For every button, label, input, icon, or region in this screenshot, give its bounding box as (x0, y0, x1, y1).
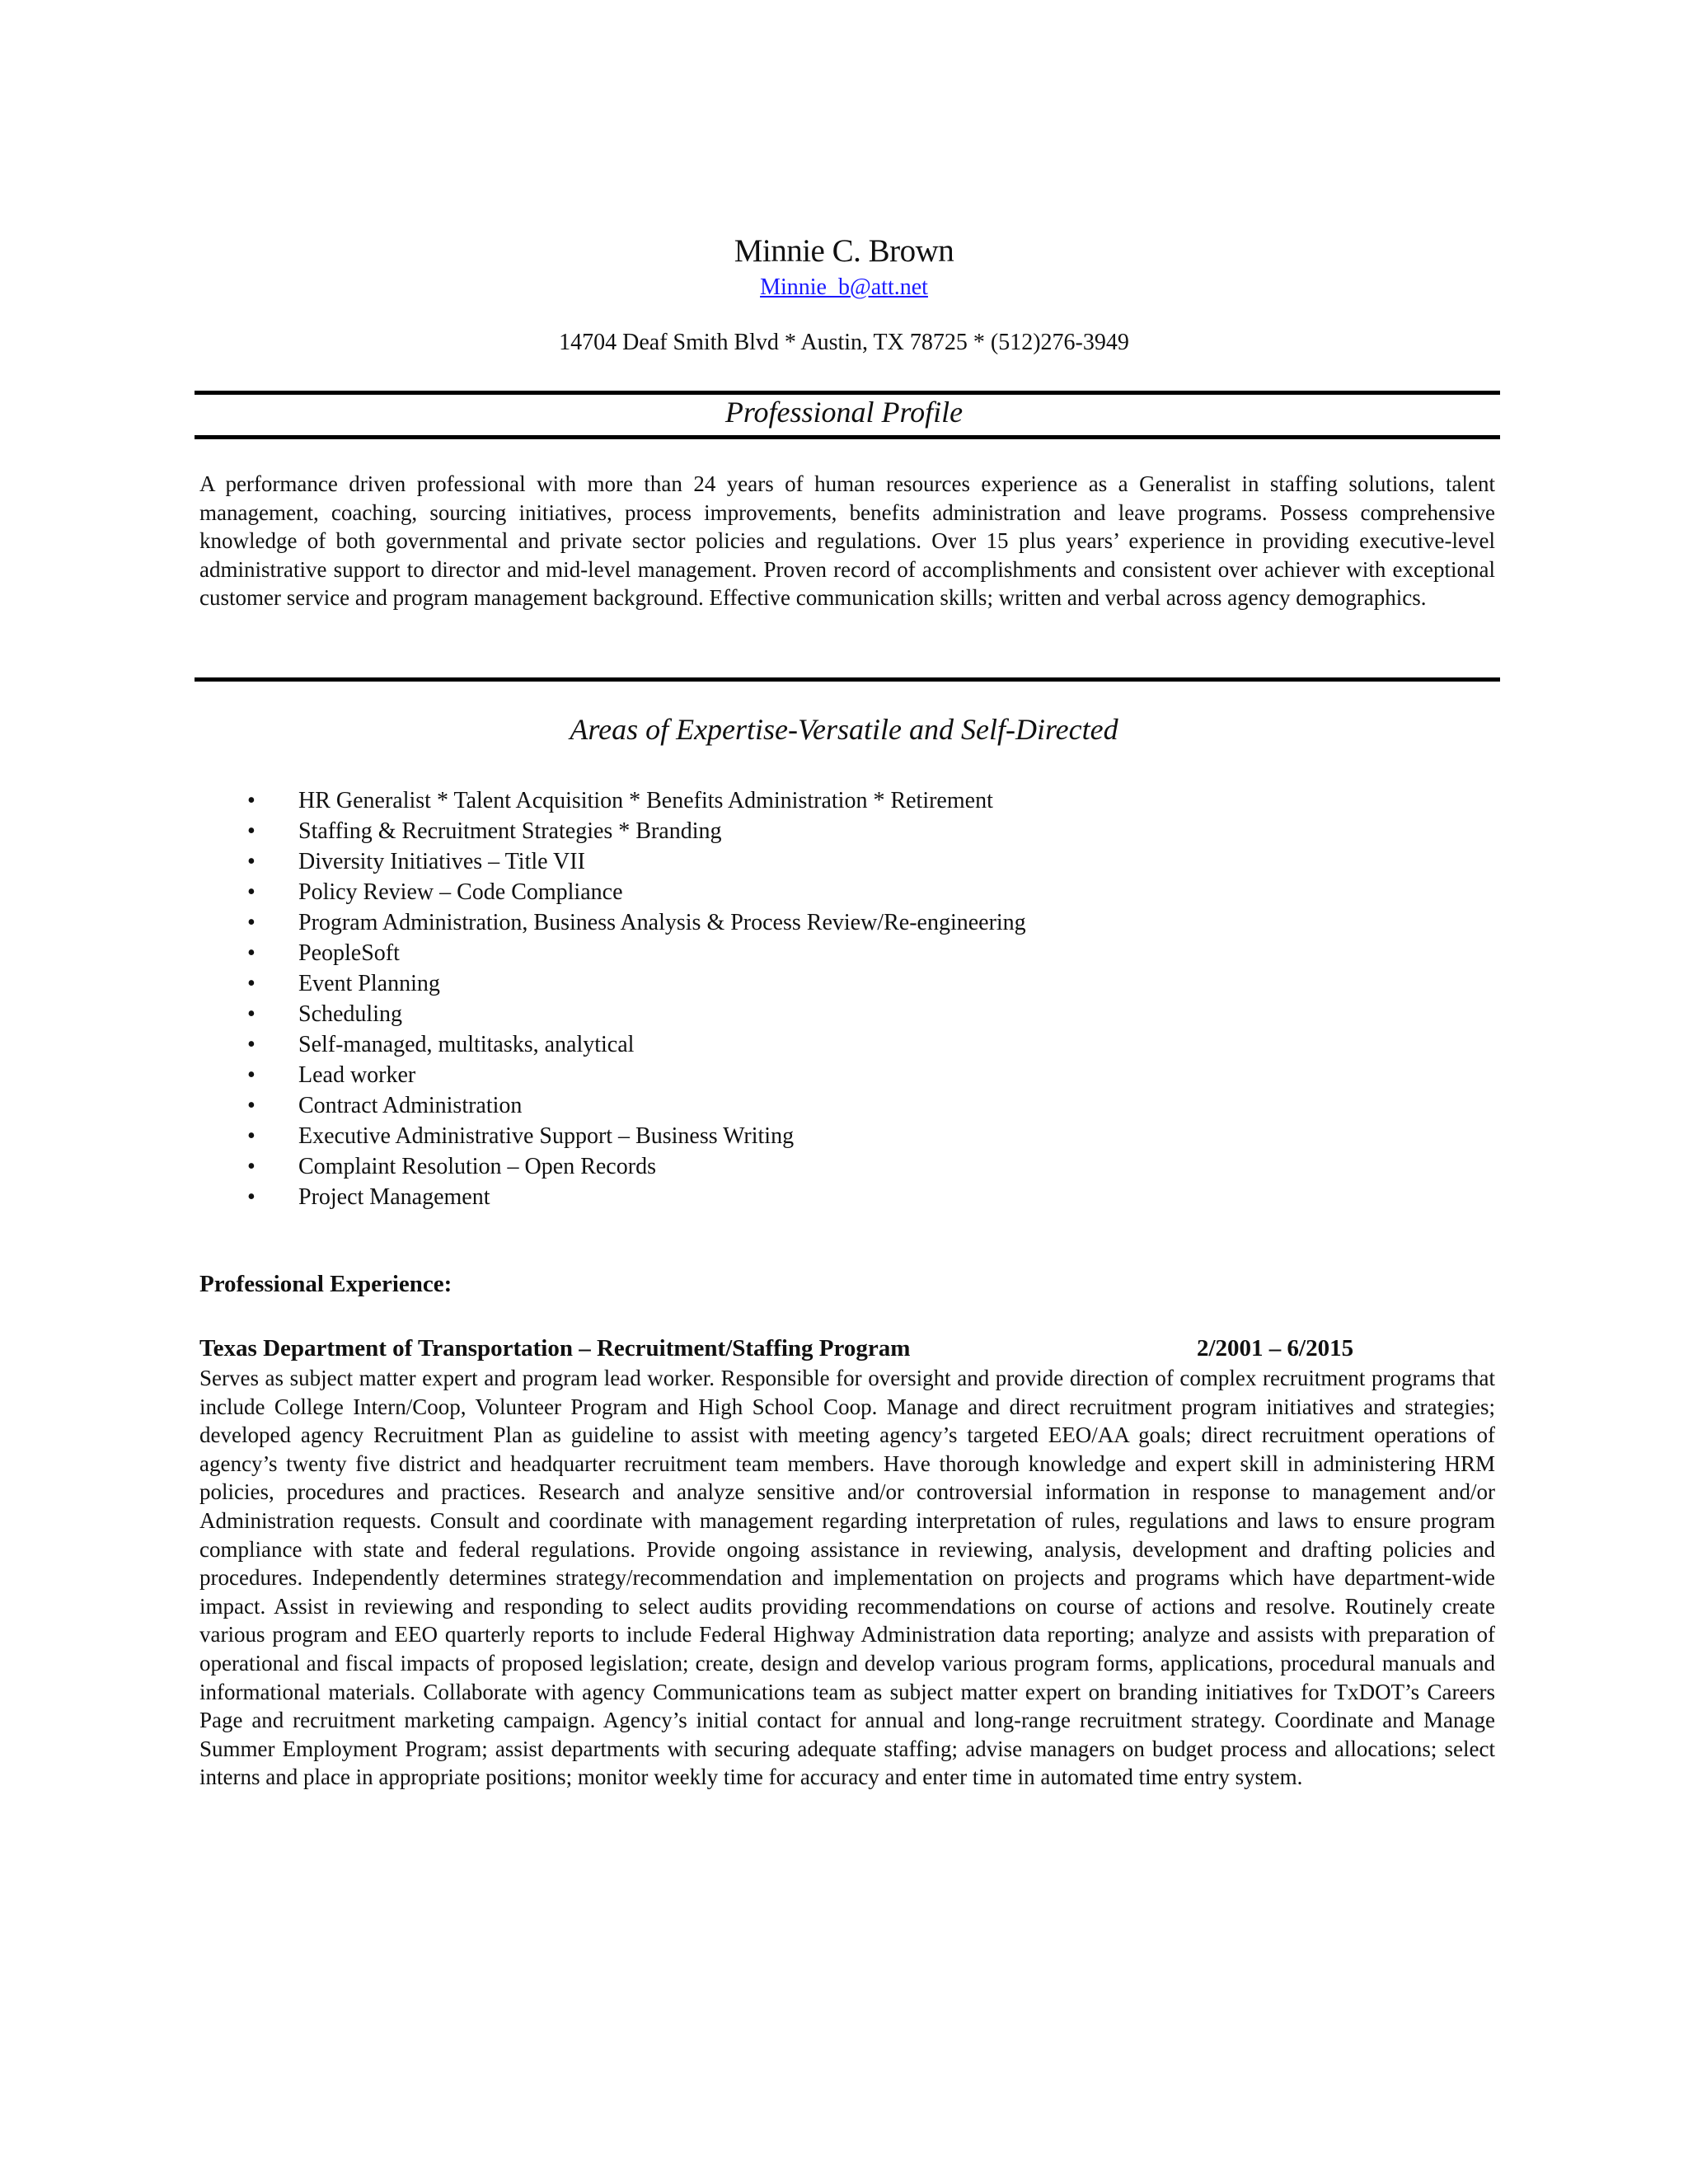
list-item: • Project Management (247, 1182, 1026, 1212)
list-item: • Self-managed, multitasks, analytical (247, 1029, 1026, 1060)
list-item: • Scheduling (247, 999, 1026, 1029)
expertise-list (247, 785, 1026, 1212)
list-item: • Program Administration, Business Analysis & Process Review/Re-engineering (247, 907, 1026, 938)
email-link[interactable]: Minnie_b@att.net (760, 274, 928, 300)
contact-address: 14704 Deaf Smith Blvd * Austin, TX 78725 * (512)276-3949 (559, 330, 1129, 355)
list-item: • Diversity Initiatives – Title VII (247, 846, 1026, 877)
job-dates: 2/2001 – 6/2015 (1197, 1335, 1354, 1361)
list-item: • Policy Review – Code Compliance (247, 877, 1026, 907)
list-item: • HR Generalist * Talent Acquisition * Benefits Administration * Retirement (247, 785, 1026, 816)
expertise-section-title: Areas of Expertise-Versatile and Self-Directed (570, 713, 1118, 746)
list-item: • Executive Administrative Support – Business Writing (247, 1121, 1026, 1151)
list-item: • Complaint Resolution – Open Records (247, 1151, 1026, 1182)
job-description: Serves as subject matter expert and program lead worker. Responsible for oversight and provide direction of complex recruitment programs that include College Intern/Coop, Volunteer Program and High School Coop. Manage and direct recruitment program initiatives and strategies; developed agency Recruitment Plan as guideline to assist with meeting agency’s targeted EEO/AA goals; direct recruitment operations of agency’s twenty five district and headquarter recruitment team members. Have thorough knowledge and expert skill in administering HRM policies, procedures and practices. Research and analyze sensitive and/or controversial information in response to management and/or Administration requests. Consult and coordinate with management regarding interpretation of rules, regulations and laws to ensure program compliance with state and federal regulations. Provide ongoing assistance in reviewing, analysis, development and drafting policies and procedures. Independently determines strategy/recommendation and implementation on projects and programs which have department-wide impact. Assist in reviewing and responding to select audits providing recommendations on course of actions and resolve. Routinely create various program and EEO quarterly reports to include Federal Highway Administration data reporting; analyze and assists with preparation of operational and fiscal impacts of proposed legislation; create, design and develop various program forms, applications, procedural manuals and informational materials. Collaborate with agency Communications team as subject matter expert on branding initiatives for TxDOT’s Careers Page and recruitment marketing campaign. Agency’s initial contact for annual and long-range recruitment strategy. Coordinate and Manage Summer Employment Program; assist departments with securing adequate staffing; advise managers on budget process and allocations; select interns and place in appropriate positions; monitor weekly time for accuracy and enter time in automated time entry system. (199, 1366, 1495, 1790)
expertise-divider (195, 677, 1500, 682)
profile-section-title: Professional Profile (724, 396, 964, 429)
profile-summary: A performance driven professional with more than 24 years of human resources experience as a Generalist in staffing solutions, talent management, coaching, sourcing initiatives, process improvements, benefits administration and leave programs. Possess comprehensive knowledge of both governmental and private sector policies and regulations. Over 15 plus years’ experience in providing executive-level administrative support to director and mid-level management. Proven record of accomplishments and consistent over achiever with exceptional customer service and program management background. Effective communication skills; written and verbal across agency demographics. (199, 471, 1495, 610)
job-title: Texas Department of Transportation – Recruitment/Staffing Program (199, 1335, 911, 1361)
list-item: • PeopleSoft (247, 938, 1026, 968)
list-item: • Staffing & Recruitment Strategies * Branding (247, 816, 1026, 846)
candidate-name: Minnie C. Brown (734, 233, 954, 269)
list-item: • Event Planning (247, 968, 1026, 999)
profile-divider (195, 435, 1500, 439)
email-line (0, 274, 1688, 301)
list-item: • Lead worker (247, 1060, 1026, 1090)
experience-heading: Professional Experience: (199, 1271, 452, 1297)
list-item: • Contract Administration (247, 1090, 1026, 1121)
